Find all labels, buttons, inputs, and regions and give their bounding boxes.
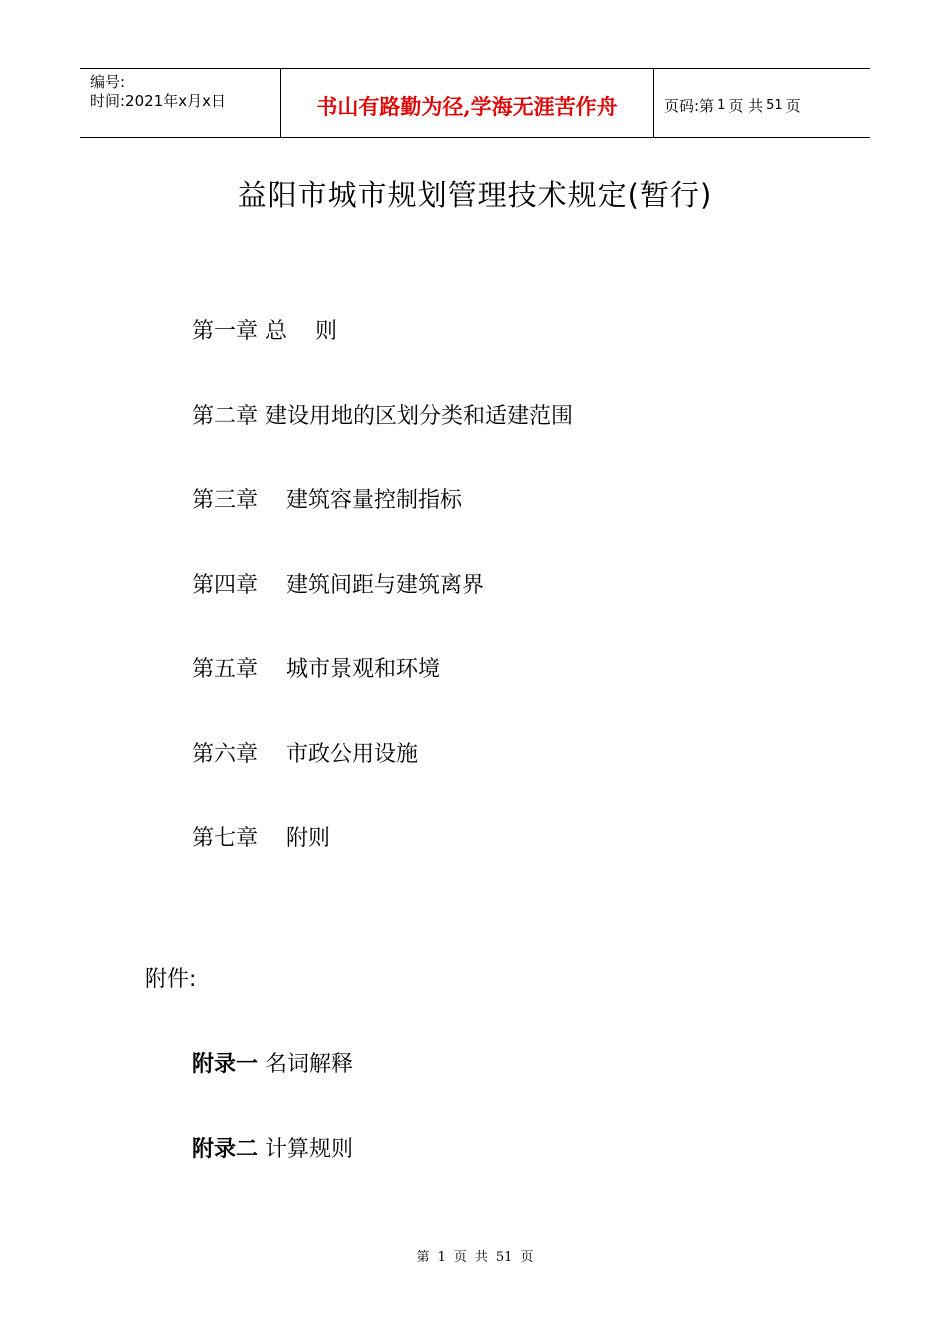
number-label: 编号: — [90, 73, 126, 91]
document-title: 益阳市城市规划管理技术规定(暂行) — [237, 178, 713, 212]
footer-total: 51 — [495, 1250, 513, 1265]
appendix-1 — [192, 1047, 353, 1078]
page-footer — [0, 1246, 950, 1265]
header-meta-cell — [80, 69, 281, 137]
footer-num: 1 — [437, 1250, 446, 1265]
appendix-1-label: 附录一 — [192, 1052, 259, 1077]
footer-p3: 共 — [474, 1250, 488, 1265]
appendix-2-label: 附录二 — [192, 1137, 259, 1162]
chapter-5: 第五章 城市景观和环境 — [192, 657, 440, 682]
page-suffix: 页 — [785, 96, 801, 115]
chapter-1: 第一章 总 则 — [192, 319, 337, 344]
chapter-4: 第四章 建筑间距与建筑离界 — [192, 573, 484, 598]
footer-p1: 第 — [416, 1250, 430, 1265]
annex-label: 附件: — [145, 967, 197, 992]
page-number: 1 — [717, 97, 726, 113]
chapter-7: 第七章 附则 — [192, 826, 330, 851]
footer-p4: 页 — [520, 1250, 534, 1265]
page-mid: 页 共 — [728, 96, 764, 115]
footer-p2: 页 — [453, 1250, 467, 1265]
page-total: 51 — [766, 97, 783, 113]
appendix-2-text: 计算规则 — [258, 1137, 354, 1162]
document-header — [80, 68, 870, 138]
appendix-2 — [192, 1132, 353, 1163]
time-label: 时间:2021年x月x日 — [90, 92, 226, 110]
page-prefix: 页码:第 — [664, 96, 715, 115]
chapter-6: 第六章 市政公用设施 — [192, 742, 418, 767]
chapter-3: 第三章 建筑容量控制指标 — [192, 488, 462, 513]
header-motto: 书山有路勤为径,学海无涯苦作舟 — [281, 69, 654, 137]
chapter-2: 第二章 建设用地的区划分类和适建范围 — [192, 404, 573, 429]
appendix-1-text: 名词解释 — [258, 1052, 354, 1077]
header-page-cell — [654, 69, 870, 137]
